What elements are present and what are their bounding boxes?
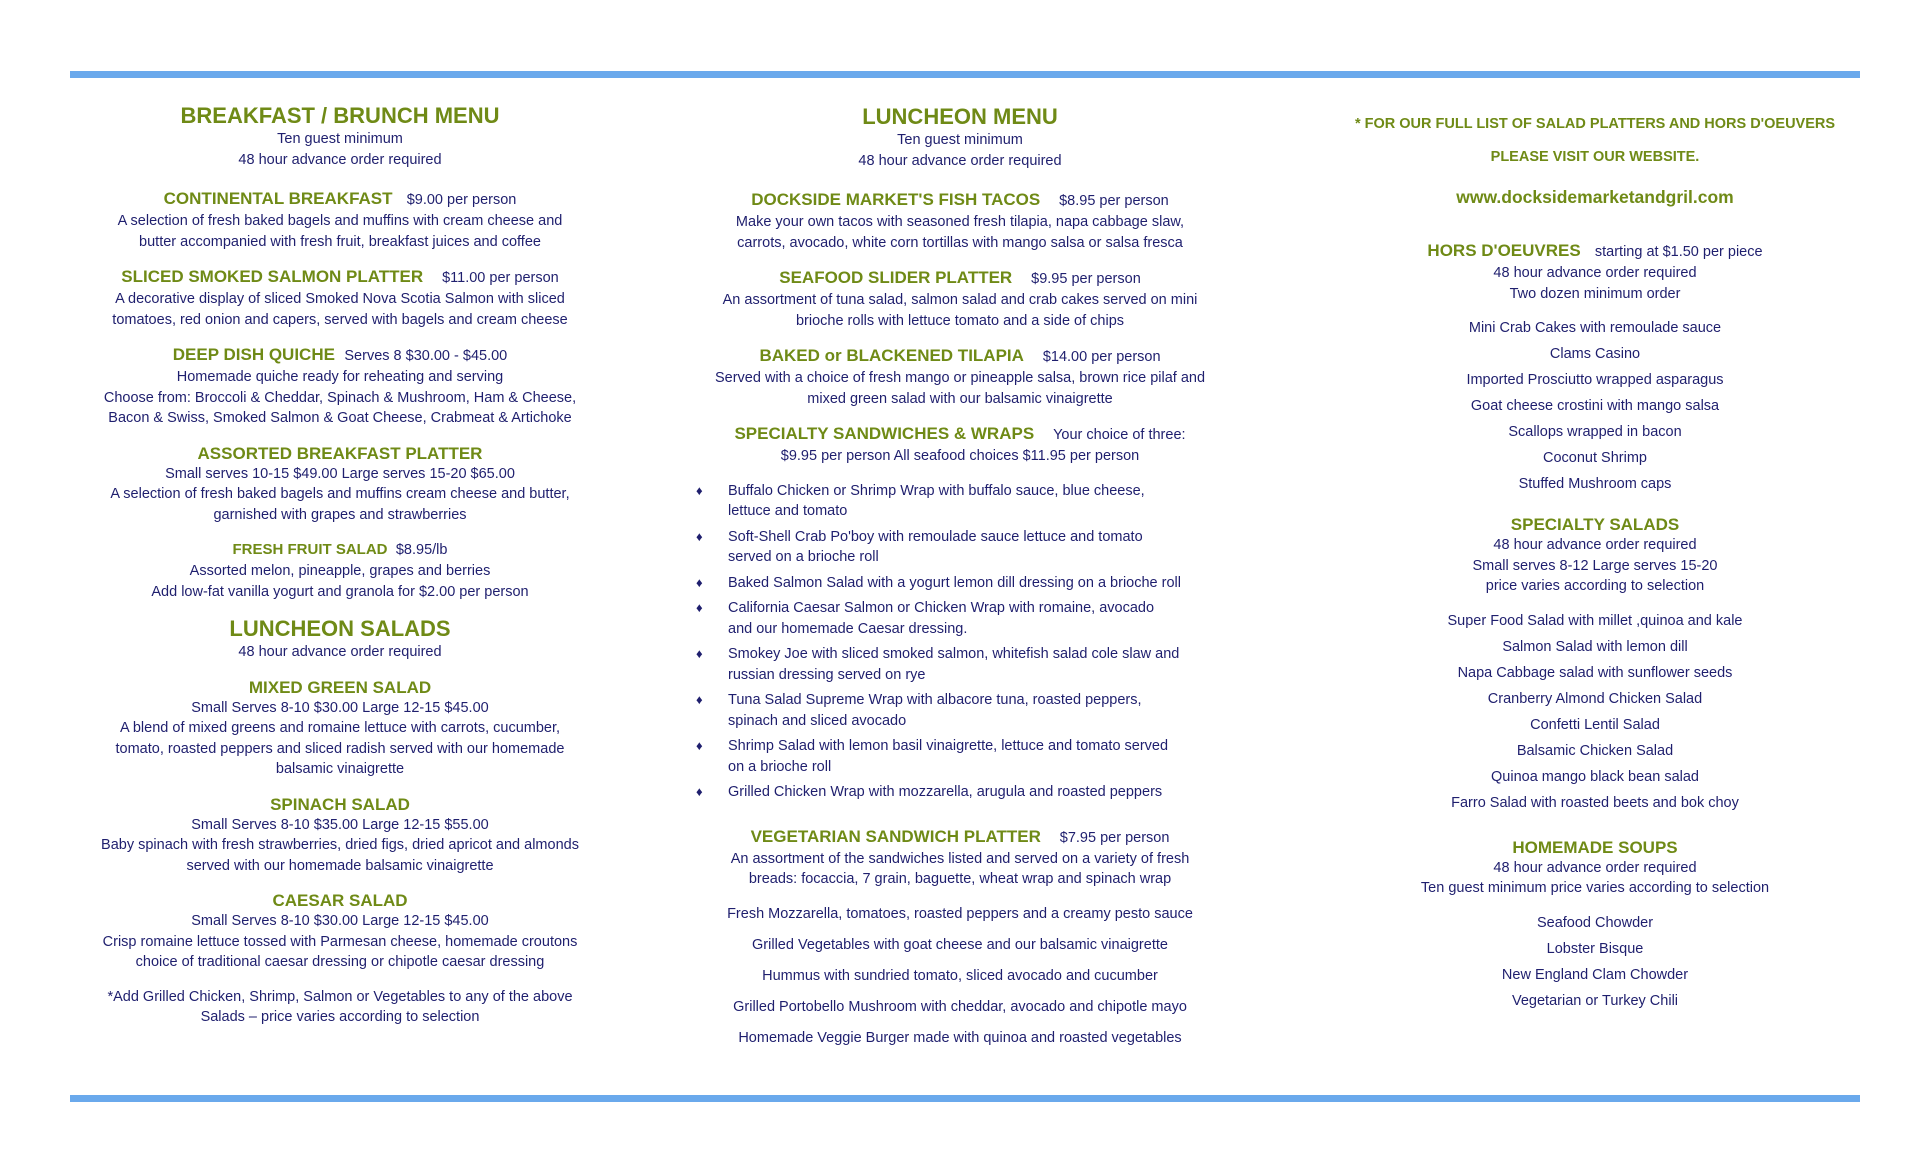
list-item: Vegetarian or Turkey Chili [1511, 992, 1679, 1009]
item-name: CONTINENTAL BREAKFAST [163, 189, 393, 208]
list-item: Napa Cabbage salad with sunflower seeds [1457, 664, 1733, 681]
item-desc: A blend of mixed greens and romaine lettuce with carrots, cucumber, [119, 720, 561, 736]
list-item: ♦ Baked Salmon Salad with a yogurt lemon dill dressing on a brioche roll [690, 573, 1230, 594]
item-desc: An assortment of tuna salad, salmon salad and crab cakes served on mini [722, 292, 1198, 308]
item-desc: choice of traditional caesar dressing or chipotle caesar dressing [135, 954, 545, 970]
list-item: ♦ Shrimp Salad with lemon basil vinaigrette, lettuce and tomato served on a brioche roll [696, 738, 1169, 775]
item-price: $8.95/lb [395, 542, 448, 558]
item-price: $9.95 per person [1031, 271, 1141, 287]
item-name: HOMEMADE SOUPS [1512, 837, 1678, 857]
diamond-bullet-icon: ♦ [696, 692, 703, 707]
list-item: ♦ Tuna Salad Supreme Wrap with albacore tuna, roasted peppers, spinach and sliced avocado [696, 692, 1142, 729]
list-item: Seafood Chowder [1536, 914, 1654, 931]
website-note: PLEASE VISIT OUR WEBSITE. [1490, 149, 1700, 165]
diamond-bullet-icon: ♦ [696, 600, 703, 615]
list-item: Grilled Portobello Mushroom with cheddar, avocado and chipotle mayo [733, 998, 1187, 1015]
veggie-list [690, 904, 1230, 1049]
item-name: HORS D'OEUVRES [1427, 241, 1581, 260]
list-item: New England Clam Chowder [1501, 966, 1689, 983]
item-price: $7.95 per person [1059, 829, 1170, 846]
item-desc: A selection of fresh baked bagels and muffins cream cheese and butter, [110, 486, 570, 502]
item-desc: A selection of fresh baked bagels and muffins with cream cheese and [117, 213, 563, 229]
salads-note: 48 hour advance order required [238, 644, 442, 660]
item-name: DEEP DISH QUICHE [172, 345, 335, 364]
item-name: ASSORTED BREAKFAST PLATTER [197, 443, 483, 463]
item-desc: butter accompanied with fresh fruit, breakfast juices and coffee [139, 233, 541, 250]
sandwich-list [690, 481, 1230, 803]
item-sizes: Small Serves 8-10 $35.00 Large 12-15 $55.00 [191, 816, 489, 833]
list-item: Grilled Vegetables with goat cheese and our balsamic vinaigrette [752, 936, 1168, 953]
hors-list [1320, 318, 1870, 495]
item-sizes: Small Serves 8-10 $30.00 Large 12-15 $45.00 [191, 913, 489, 929]
item-sizes: Small Serves 8-10 $30.00 Large 12-15 $45.00 [191, 699, 489, 716]
list-item: Mini Crab Cakes with remoulade sauce [1468, 320, 1722, 336]
item-price: Serves 8 $30.00 - $45.00 [344, 348, 508, 364]
website-link[interactable]: www.docksidemarketandgril.com [1456, 186, 1734, 207]
list-item: Fresh Mozzarella, tomatoes, roasted peppers and a creamy pesto sauce [727, 905, 1193, 922]
breakfast-title: BREAKFAST / BRUNCH MENU [180, 103, 500, 128]
diamond-bullet-icon: ♦ [696, 646, 703, 661]
item-name: FRESH FRUIT SALAD [232, 541, 388, 558]
item-name: SEAFOOD SLIDER PLATTER [779, 268, 1013, 287]
item-price: $9.00 per person [406, 192, 517, 208]
item-prices: $9.95 per person All seafood choices $11.95 per person [780, 448, 1140, 464]
website-note: * FOR OUR FULL LIST OF SALAD PLATTERS AND HORS D'OEUVERS [1354, 115, 1836, 132]
item-price: starting at $1.50 per piece [1594, 244, 1763, 260]
item-name: DOCKSIDE MARKET'S FISH TACOS [751, 190, 1041, 209]
item-name: CAESAR SALAD [272, 891, 408, 910]
item-desc: An assortment of the sandwiches listed and served on a variety of fresh [730, 850, 1190, 867]
item-name: VEGETARIAN SANDWICH PLATTER [750, 826, 1041, 846]
right-column [1320, 100, 1870, 1017]
list-item: Salmon Salad with lemon dill [1502, 638, 1688, 655]
list-item: ♦ Soft-Shell Crab Po'boy with remoulade sauce lettuce and tomato served on a brioche roll [696, 528, 1143, 565]
item-sizes: Small serves 10-15 $49.00 Large serves 15-20 $65.00 [165, 465, 515, 482]
list-item: ♦ Smokey Joe with sliced smoked salmon, whitefish salad cole slaw and russian dressing served on rye [696, 646, 1180, 683]
diamond-bullet-icon: ♦ [696, 482, 703, 498]
item-desc: breads: focaccia, 7 grain, baguette, wheat wrap and spinach wrap [748, 871, 1172, 887]
item-price: $11.00 per person [442, 270, 559, 286]
item-desc: mixed green salad with our balsamic vinaigrette [807, 390, 1113, 407]
item-desc: garnished with grapes and strawberries [213, 506, 467, 523]
list-item: Hummus with sundried tomato, sliced avocado and cucumber [762, 967, 1158, 984]
luncheon-title: LUNCHEON MENU [862, 104, 1058, 129]
luncheon-note: Ten guest minimum [897, 132, 1023, 148]
item-name: SLICED SMOKED SALMON PLATTER [121, 267, 424, 286]
list-item: Quinoa mango black bean salad [1491, 768, 1699, 785]
item-name: SPINACH SALAD [270, 794, 410, 814]
soups-list [1320, 913, 1870, 1012]
item-name: SPECIALTY SANDWICHES & WRAPS [734, 424, 1035, 443]
list-item: Coconut Shrimp [1543, 450, 1647, 466]
item-note: price varies according to selection [1485, 578, 1705, 594]
luncheon-note: 48 hour advance order required [858, 152, 1062, 169]
item-desc: balsamic vinaigrette [275, 761, 405, 777]
item-desc: carrots, avocado, white corn tortillas with mango salsa or salsa fresca [737, 234, 1183, 251]
item-note: 48 hour advance order required [1493, 265, 1697, 281]
diamond-bullet-icon: ♦ [696, 784, 703, 799]
item-desc: Assorted melon, pineapple, grapes and berries [189, 563, 491, 579]
salads-list [1320, 611, 1870, 814]
list-item: Cranberry Almond Chicken Salad [1487, 690, 1703, 707]
list-item: Balsamic Chicken Salad [1516, 742, 1674, 759]
list-item: Lobster Bisque [1546, 940, 1644, 957]
item-name: BAKED or BLACKENED TILAPIA [759, 346, 1024, 365]
list-item: Scallops wrapped in bacon [1508, 424, 1682, 440]
list-item: Super Food Salad with millet ,quinoa and kale [1447, 612, 1743, 629]
breakfast-note: Ten guest minimum [277, 131, 403, 147]
diamond-bullet-icon: ♦ [696, 738, 703, 753]
footnote: *Add Grilled Chicken, Shrimp, Salmon or Vegetables to any of the above [107, 988, 573, 1005]
middle-column [690, 104, 1230, 1048]
item-desc: Homemade quiche ready for reheating and serving [176, 369, 504, 385]
list-item: Imported Prosciutto wrapped asparagus [1466, 372, 1724, 388]
diamond-bullet-icon: ♦ [696, 574, 703, 590]
item-desc: Add low-fat vanilla yogurt and granola for $2.00 per person [151, 583, 529, 600]
item-note: Two dozen minimum order [1509, 285, 1681, 302]
item-desc: Bacon & Swiss, Smoked Salmon & Goat Cheese, Crabmeat & Artichoke [108, 410, 572, 426]
item-desc: tomatoes, red onion and capers, served with bagels and cream cheese [112, 311, 568, 328]
item-desc: served with our homemade balsamic vinaigrette [186, 857, 494, 874]
top-rule [70, 71, 1860, 78]
item-desc: Make your own tacos with seasoned fresh tilapia, napa cabbage slaw, [735, 214, 1185, 230]
item-desc: Choose from: Broccoli & Cheddar, Spinach & Mushroom, Ham & Cheese, [103, 389, 577, 406]
salads-title: LUNCHEON SALADS [229, 616, 451, 641]
breakfast-note: 48 hour advance order required [238, 151, 442, 168]
item-note: Small serves 8-12 Large serves 15-20 [1472, 557, 1718, 574]
list-item: Farro Salad with roasted beets and bok choy [1451, 794, 1739, 811]
list-item: Confetti Lentil Salad [1530, 716, 1660, 733]
list-item: Homemade Veggie Burger made with quinoa and roasted vegetables [738, 1029, 1182, 1046]
list-item: Clams Casino [1549, 346, 1641, 362]
item-note: 48 hour advance order required [1493, 859, 1697, 876]
list-item: ♦ Buffalo Chicken or Shrimp Wrap with buffalo sauce, blue cheese, lettuce and tomato [696, 482, 1145, 519]
item-desc: Baby spinach with fresh strawberries, dried figs, dried apricot and almonds [101, 837, 579, 853]
item-desc: A decorative display of sliced Smoked Nova Scotia Salmon with sliced [115, 291, 565, 307]
item-price: $8.95 per person [1059, 193, 1169, 209]
item-desc: tomato, roasted peppers and sliced radish served with our homemade [115, 740, 565, 757]
list-item: Stuffed Mushroom caps [1518, 476, 1672, 492]
footnote: Salads – price varies according to selection [200, 1009, 480, 1025]
item-note: Ten guest minimum price varies according to selection [1420, 880, 1770, 896]
item-note: Your choice of three: [1053, 427, 1186, 443]
list-item: ♦ California Caesar Salmon or Chicken Wrap with romaine, avocado and our homemade Caesar dressing. [696, 600, 1155, 637]
list-item: Goat cheese crostini with mango salsa [1470, 398, 1720, 414]
left-column [70, 103, 610, 1028]
item-desc: Crisp romaine lettuce tossed with Parmesan cheese, homemade croutons [102, 933, 578, 950]
item-name: SPECIALTY SALADS [1510, 515, 1680, 534]
item-desc: Served with a choice of fresh mango or pineapple salsa, brown rice pilaf and [714, 370, 1206, 386]
bottom-rule [70, 1095, 1860, 1102]
item-name: MIXED GREEN SALAD [248, 677, 432, 697]
diamond-bullet-icon: ♦ [696, 528, 703, 544]
item-price: $14.00 per person [1042, 349, 1161, 365]
item-desc: brioche rolls with lettuce tomato and a side of chips [795, 312, 1125, 329]
item-note: 48 hour advance order required [1493, 537, 1697, 553]
list-item: ♦ Grilled Chicken Wrap with mozzarella, arugula and roasted peppers [690, 782, 1230, 803]
